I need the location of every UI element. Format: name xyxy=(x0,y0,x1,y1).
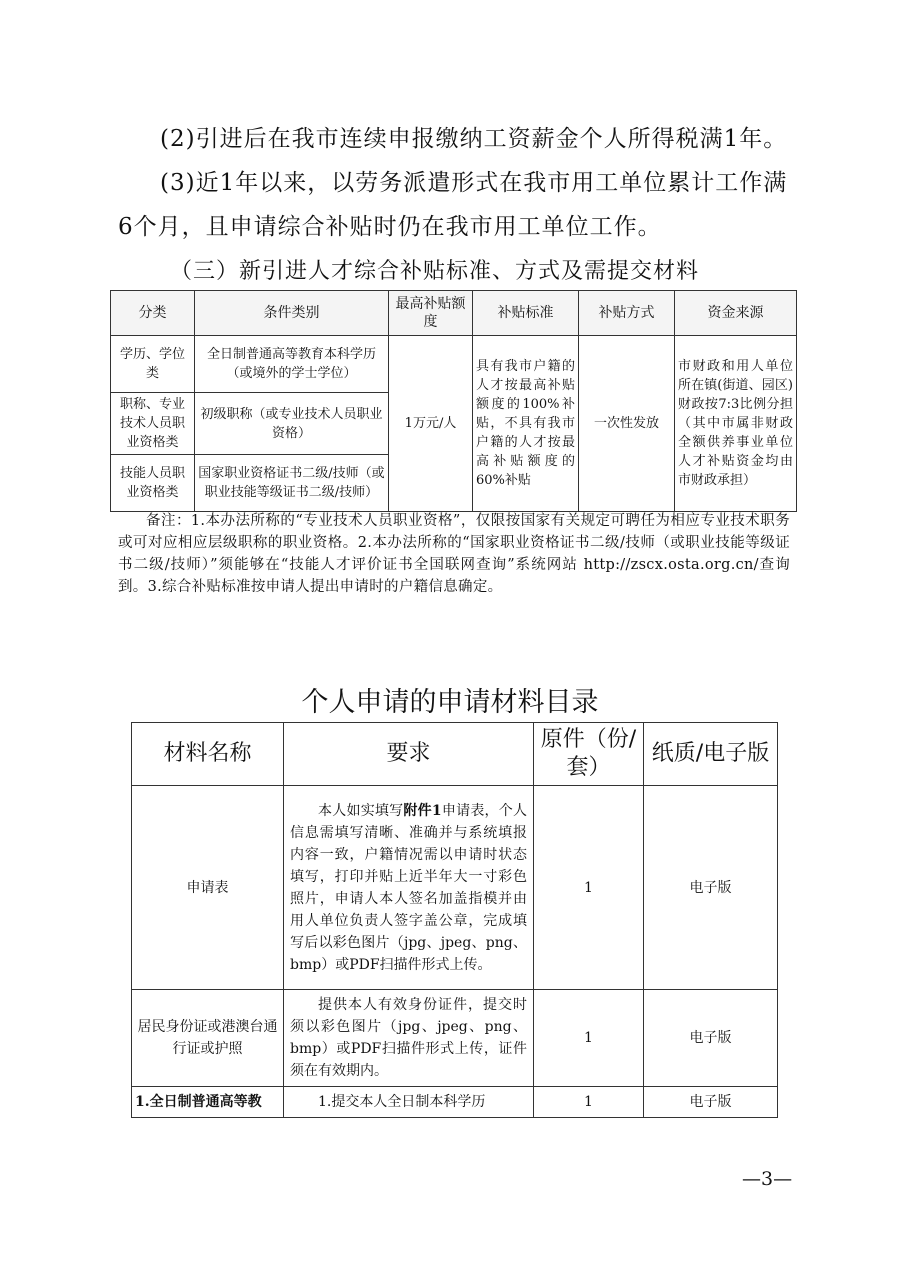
attachment-reference: 附件1 xyxy=(403,802,442,819)
requirement-text: 申请表，个人信息需填写清晰、准确并与系统填报内容一致，户籍情况需以申请时状态填写，打印并贴上近半年大一寸彩色照片，申请人本人签名加盖指模并由用人单位负责人签字盖公章，完成填写后以彩色图片（jpg、jpeg、png、bmp）或PDF扫描件形式上传。 xyxy=(290,802,528,973)
row-category: 学历、学位类 xyxy=(111,336,195,393)
original-count: 1 xyxy=(534,1087,644,1118)
subsidy-standard-table xyxy=(110,290,797,512)
section-heading: （三）新引进人才综合补贴标准、方式及需提交材料 xyxy=(170,259,700,284)
row-condition: 国家职业资格证书二级/技师（或职业技能等级证书二级/技师） xyxy=(195,455,389,512)
material-format: 电子版 xyxy=(644,1087,778,1118)
material-requirement xyxy=(284,786,534,990)
table-row xyxy=(132,786,778,990)
row-category: 职称、专业技术人员职业资格类 xyxy=(111,393,195,455)
table-row xyxy=(111,336,797,393)
material-name: 申请表 xyxy=(132,786,284,990)
material-requirement: 1.提交本人全日制本科学历 xyxy=(284,1087,534,1118)
header-material-name: 材料名称 xyxy=(132,723,284,786)
header-condition: 条件类别 xyxy=(195,291,389,336)
material-requirement: 提供本人有效身份证件，提交时须以彩色图片（jpg、jpeg、png、bmp）或PDF扫描件形式上传，证件须在有效期内。 xyxy=(284,990,534,1087)
header-requirement: 要求 xyxy=(284,723,534,786)
paragraph-condition-3: (3)近1年以来，以劳务派遣形式在我市用工单位累计工作满 xyxy=(160,170,788,196)
standard-cell: 具有我市户籍的人才按最高补贴额度的100%补贴，不具有我市户籍的人才按最高补贴额度的60%补贴 xyxy=(473,336,579,512)
row-condition: 全日制普通高等教育本科学历（或境外的学士学位） xyxy=(195,336,389,393)
paragraph-condition-2: (2)引进后在我市连续申报缴纳工资薪金个人所得税满1年。 xyxy=(160,126,788,152)
table-row xyxy=(132,1087,778,1118)
table-header-row xyxy=(132,723,778,786)
material-name: 居民身份证或港澳台通行证或护照 xyxy=(132,990,284,1087)
header-original-count: 原件（份/套） xyxy=(534,723,644,786)
row-category: 技能人员职业资格类 xyxy=(111,455,195,512)
materials-list-title: 个人申请的申请材料目录 xyxy=(301,687,599,718)
original-count: 1 xyxy=(534,990,644,1087)
table-row xyxy=(132,990,778,1087)
page-number: —3— xyxy=(742,1168,793,1190)
header-standard: 补贴标准 xyxy=(473,291,579,336)
header-source: 资金来源 xyxy=(675,291,797,336)
max-amount-cell: 1万元/人 xyxy=(389,336,473,512)
materials-table xyxy=(131,722,778,1118)
source-cell: 市财政和用人单位所在镇(街道、园区)财政按7:3比例分担（其中市属非财政全额供养事业单位人才补贴资金均由市财政承担） xyxy=(675,336,797,512)
method-cell: 一次性发放 xyxy=(579,336,675,512)
material-name: 1.全日制普通高等教 xyxy=(132,1087,284,1118)
material-format: 电子版 xyxy=(644,786,778,990)
header-format: 纸质/电子版 xyxy=(644,723,778,786)
requirement-text: 本人如实填写 xyxy=(318,802,404,819)
header-max-amount: 最高补贴额度 xyxy=(389,291,473,336)
paragraph-condition-3-continued: 6个月，且申请综合补贴时仍在我市用工单位工作。 xyxy=(118,214,662,240)
table-note: 备注：1.本办法所称的“专业技术人员职业资格”，仅限按国家有关规定可聘任为相应专业技术职务或可对应相应层级职称的职业资格。2.本办法所称的“国家职业资格证书二级/技师（或职业技能等级证书二级/技师）”须能够在“技能人才评价证书全国联网查询”系统网站 http://zscx.osta.org.cn/查询到。3.综合补贴标准按申请人提出申请时的户籍信息确定。 xyxy=(118,513,790,595)
row-condition: 初级职称（或专业技术人员职业资格） xyxy=(195,393,389,455)
original-count: 1 xyxy=(534,786,644,990)
material-format: 电子版 xyxy=(644,990,778,1087)
header-method: 补贴方式 xyxy=(579,291,675,336)
table-header-row xyxy=(111,291,797,336)
header-category: 分类 xyxy=(111,291,195,336)
